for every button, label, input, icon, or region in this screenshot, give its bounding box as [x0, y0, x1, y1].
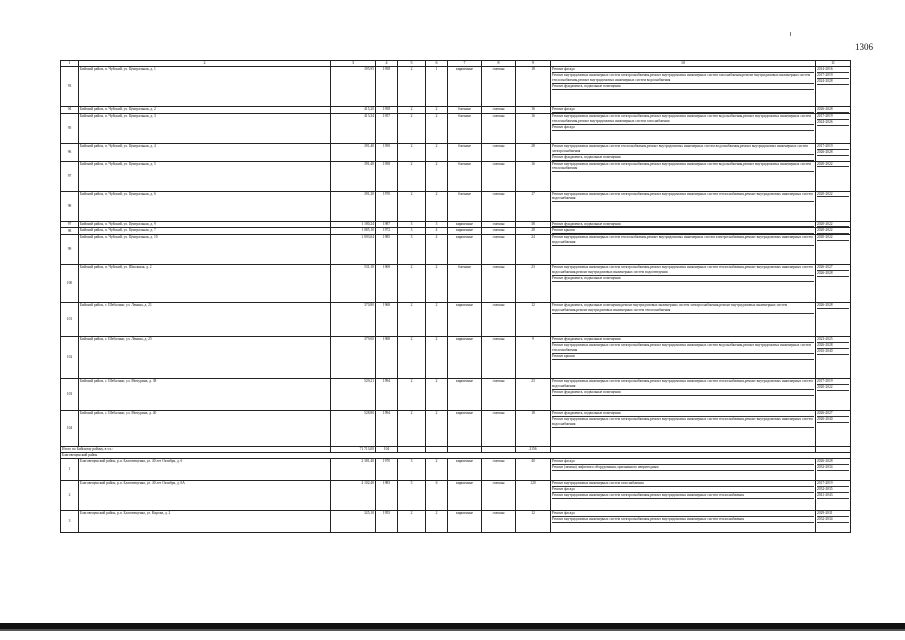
table-row [61, 235, 851, 265]
address: Бийский район, п. Чуйский, ул. Центральная, д. 7 [79, 228, 331, 235]
build-year: 1970 [376, 191, 398, 221]
heating-type: смешан [482, 113, 516, 143]
works-list [551, 481, 816, 511]
build-year: 1983 [376, 481, 398, 511]
housing-register-table [60, 60, 851, 533]
residents-count: 18 [516, 66, 551, 106]
work-item: Ремонт фасада [552, 487, 814, 493]
residents-count: 17 [516, 191, 551, 221]
total-area: 1 180,24 [331, 221, 376, 228]
works-list [551, 66, 816, 106]
heating-type: смешан [482, 228, 516, 235]
row-number: 103 [61, 379, 79, 411]
column-number: 6 [426, 61, 448, 67]
address: Бийский район, п. Чуйский, ул. Центральная, д. 1 [79, 66, 331, 106]
works-list [551, 235, 816, 265]
build-year: 1994 [376, 379, 398, 411]
address: Бийский район, п. Чуйский, ул. Школьная, д. 2 [79, 265, 331, 303]
entrances: 4 [426, 228, 448, 235]
row-number: 99 [61, 235, 79, 265]
total-label: Итого по Бийскому району, в т.ч.: [61, 447, 331, 453]
table-row [61, 459, 851, 481]
table-row [61, 66, 851, 106]
year-item: 2026-2028 [817, 303, 849, 309]
entrances: 2 [426, 143, 448, 161]
year-item: 2020-2022 [817, 228, 849, 234]
work-item: Ремонт фундамента, подвальные помещения [552, 390, 814, 396]
heating-type: смешан [482, 161, 516, 191]
table-row [61, 191, 851, 221]
years-list [816, 411, 851, 447]
row-number: 97 [61, 161, 79, 191]
row-number: 98 [61, 228, 79, 235]
year-item: 2026-2027 [817, 411, 849, 417]
work-item: Ремонт фундамента, подвальные помещения [552, 411, 814, 417]
floors: 2 [398, 337, 426, 379]
work-item: Ремонт фундамента, подвальные помещения [552, 155, 814, 161]
years-list [816, 143, 851, 161]
floors: 2 [398, 161, 426, 191]
years-list [816, 379, 851, 411]
works-list [551, 221, 816, 228]
year-item: 2016-2040 [817, 349, 849, 355]
wall-material: кирпичные [448, 221, 482, 228]
wall-material: блочные [448, 265, 482, 303]
wall-material: блочные [448, 161, 482, 191]
work-item: Ремонт внутридомовых инженерных систем газоснабжения [552, 481, 814, 487]
year-item: 2020-2022 [817, 222, 849, 228]
residents-count: 24 [516, 235, 551, 265]
residents-count: 12 [516, 303, 551, 337]
works-list [551, 106, 816, 113]
floors: 2 [398, 511, 426, 533]
entrances: 2 [426, 337, 448, 379]
work-item: Ремонт фасада [552, 125, 814, 131]
floors: 2 [398, 265, 426, 303]
build-year: 1985 [376, 235, 398, 265]
address: Благовещенский район, р.п. Благовещенка, ул. 40 лет Октября, д. 6 [79, 459, 331, 481]
table-row [61, 113, 851, 143]
heating-type: смешан [482, 143, 516, 161]
total-area: 391,40 [331, 143, 376, 161]
year-item: 2026-2028 [817, 107, 849, 113]
build-year: 1970 [376, 459, 398, 481]
wall-material: кирпичные [448, 379, 482, 411]
wall-material: блочные [448, 143, 482, 161]
year-item: 2026-2028 [817, 459, 849, 465]
work-item: Ремонт крыши [552, 228, 814, 234]
total-area: 391,40 [331, 161, 376, 191]
years-list [816, 161, 851, 191]
floors: 2 [398, 379, 426, 411]
heating-type: смешан [482, 337, 516, 379]
entrances: 3 [426, 221, 448, 228]
row-number: 94 [61, 106, 79, 113]
table-row [61, 481, 851, 511]
heating-type: смешан [482, 106, 516, 113]
heating-type: смешан [482, 191, 516, 221]
entrances: 4 [426, 235, 448, 265]
year-item: 2029-2031 [817, 511, 849, 517]
table-row [61, 161, 851, 191]
residents-count: 12 [516, 511, 551, 533]
years-list [816, 66, 851, 106]
build-year: 1959 [376, 143, 398, 161]
build-year: 1994 [376, 411, 398, 447]
column-number: 11 [816, 61, 851, 67]
work-item: Ремонт внутридомовых инженерных систем электроснабжения,ремонт внутридомовых инженерных систем теплоснабжения [552, 493, 814, 499]
year-item: 2032-2035 [817, 487, 849, 493]
residents-count: 9 [516, 337, 551, 379]
floors: 3 [398, 235, 426, 265]
work-item: Ремонт внутридомовых инженерных систем электроснабжения,ремонт внутридомовых инженерных систем водоснабжения,ремонт внутридомовых инженерных систем теплоснабжения [552, 162, 814, 173]
work-item: Ремонт фундамента, подвальные помещения [552, 276, 814, 282]
work-item: Ремонт внутридомовых инженерных систем электроснабжения,ремонт внутридомовых инженерных систем теплоснабжения,ремонт внутридомовых инженерных систем водоснабжения,ремонт внутридомовых инженерных систем водоотведения [552, 265, 813, 275]
address: Бийский район, п. Чуйский, ул. Центральная, д. 9 [79, 221, 331, 228]
column-number: 7 [448, 61, 482, 67]
row-number: 1 [61, 459, 79, 481]
wall-material: блочные [448, 106, 482, 113]
row-number: 96 [61, 143, 79, 161]
years-list [816, 191, 851, 221]
residents-count: 16 [516, 106, 551, 113]
address: Бийский район, с. Шебалино, ул. Мичурина, д. 40 [79, 411, 331, 447]
address: Бийский район, п. Чуйский, ул. Центральная, д. 2 [79, 106, 331, 113]
floors: 2 [398, 191, 426, 221]
build-year: 1968 [376, 337, 398, 379]
table-row [61, 511, 851, 533]
heating-type: смешан [482, 511, 516, 533]
total-area: 413,34 [331, 113, 376, 143]
works-list [551, 265, 816, 303]
years-list [816, 265, 851, 303]
heating-type: смешан [482, 265, 516, 303]
floors: 2 [398, 106, 426, 113]
row-number: 95 [61, 113, 79, 143]
residents-count: 18 [516, 411, 551, 447]
heating-type: смешан [482, 411, 516, 447]
works-list [551, 191, 816, 221]
years-list [816, 481, 851, 511]
work-item: Ремонт фасада [552, 107, 814, 113]
wall-material: блочные [448, 113, 482, 143]
total-area: 71 713,00 [331, 447, 376, 453]
year-item: 2026-2028 [817, 271, 849, 277]
heating-type: смешан [482, 481, 516, 511]
entrances: 2 [426, 459, 448, 481]
residents-count: 38 [516, 221, 551, 228]
table-row [61, 379, 851, 411]
total-area: 531,10 [331, 265, 376, 303]
entrances: 6 [426, 481, 448, 511]
work-item: Ремонт внутридомовых инженерных систем теплоснабжения,ремонт внутридомовых инженерных систем водоснабжения,ремонт внутридомовых инженерных систем электроснабжения [552, 144, 814, 155]
years-list [816, 459, 851, 481]
table-row [61, 228, 851, 235]
entrances: 2 [426, 379, 448, 411]
heating-type: смешан [482, 303, 516, 337]
work-item: Ремонт фундамента, подвальные помещения [552, 222, 814, 228]
address: Бийский район, п. Чуйский, ул. Центральная, д. 6 [79, 191, 331, 221]
row-number: 102 [61, 337, 79, 379]
entrances: 2 [426, 106, 448, 113]
build-year: 1987 [376, 221, 398, 228]
residents-count: 28 [516, 228, 551, 235]
year-item: 2024-2026 [817, 120, 849, 126]
total-area: 4 102,40 [331, 481, 376, 511]
column-number: 10 [551, 61, 816, 67]
row-number: 3 [61, 511, 79, 533]
address: Бийский район, с. Шебалино, ул. Ленина, д. 21 [79, 303, 331, 337]
address: Бийский район, п. Чуйский, ул. Центральная, д. 4 [79, 143, 331, 161]
entrances: 2 [426, 191, 448, 221]
year-item: 2026-2040 [817, 417, 849, 423]
residents-count: 28 [516, 143, 551, 161]
wall-material: кирпичные [448, 511, 482, 533]
floors: 5 [398, 481, 426, 511]
floors: 3 [398, 459, 426, 481]
floors: 2 [398, 143, 426, 161]
year-item: 2032-2034 [817, 517, 849, 523]
district-label: Благовещенский район [61, 453, 851, 459]
year-item: 2026-2028 [817, 150, 849, 156]
address: Бийский район, п. Чуйский, ул. Центральная, д. 10 [79, 235, 331, 265]
work-item: Ремонт крыши [552, 354, 814, 360]
heating-type: смешан [482, 235, 516, 265]
years-list [816, 228, 851, 235]
row-number: 2 [61, 481, 79, 511]
residents-count: 23 [516, 265, 551, 303]
scan-mark [790, 32, 791, 36]
floors: 2 [398, 66, 426, 106]
work-item: Ремонт внутридомовых инженерных систем электроснабжения,ремонт внутридомовых инженерных систем теплоснабжения [552, 517, 814, 523]
work-item: Ремонт внутридомовых инженерных систем теплоснабжения,ремонт внутридомовых инженерных систем электроснабжения,ремонт внутридомовых инженерных систем водоснабжения [552, 235, 813, 245]
total-area: 370,80 [331, 303, 376, 337]
works-list [551, 379, 816, 411]
heating-type: смешан [482, 459, 516, 481]
table-row [61, 337, 851, 379]
year-item: 2026-2027 [817, 265, 849, 271]
work-item: Ремонт фундамента, подвальные помещения,ремонт внутридомовых инженерных систем электроснабжения,ремонт внутридомовых инженерных систем водоснабжения,ремонт внутридомовых инженерных систем теплоснабжения [552, 303, 814, 314]
years-list [816, 303, 851, 337]
wall-material: кирпичные [448, 228, 482, 235]
year-item: 2014-2016 [817, 67, 849, 73]
row-number: 104 [61, 411, 79, 447]
build-year: 1972 [376, 228, 398, 235]
work-item: Ремонт (замена) лифтового оборудования, признанного непригодным [552, 465, 814, 471]
floors: 2 [398, 303, 426, 337]
table-row [61, 106, 851, 113]
wall-material: кирпичные [448, 303, 482, 337]
work-item: Ремонт внутридомовых инженерных систем электроснабжения,ремонт внутридомовых инженерных систем теплоснабжения,ремонт внутридомовых инженерных систем водоснабжения [552, 191, 813, 201]
wall-material: кирпичные [448, 481, 482, 511]
wall-material: кирпичные [448, 337, 482, 379]
work-item: Ремонт фасада [552, 459, 814, 465]
column-number: 1 [61, 61, 79, 67]
floors: 3 [398, 228, 426, 235]
total-residents: 2156 [516, 447, 551, 453]
residents-count: 120 [516, 481, 551, 511]
address: Бийский район, п. Чуйский, ул. Центральная, д. 5 [79, 161, 331, 191]
year-item: 2032-2034 [817, 465, 849, 471]
year-item: 2020-2022 [817, 385, 849, 391]
total-count: 104 [376, 447, 398, 453]
entrances: 2 [426, 303, 448, 337]
column-number: 3 [331, 61, 376, 67]
total-area: 395,95 [331, 66, 376, 106]
build-year: 1957 [376, 113, 398, 143]
work-item: Ремонт фундамента, подвальные помещения [552, 84, 814, 90]
works-list [551, 337, 816, 379]
works-list [551, 113, 816, 143]
row-number: 93 [61, 66, 79, 106]
year-item: 2017-2019 [817, 481, 849, 487]
build-year: 1968 [376, 303, 398, 337]
floors: 2 [398, 411, 426, 447]
residents-count: 23 [516, 379, 551, 411]
build-year: 1958 [376, 66, 398, 106]
column-number: 9 [516, 61, 551, 67]
entrances: 2 [426, 265, 448, 303]
entrances: 2 [426, 411, 448, 447]
table-row [61, 221, 851, 228]
work-item: Ремонт внутридомовых инженерных систем электроснабжения,ремонт внутридомовых инженерных систем теплоснабжения,ремонт внутридомовых инженерных систем водоснабжения [552, 417, 813, 427]
years-list [816, 106, 851, 113]
works-list [551, 143, 816, 161]
years-list [816, 511, 851, 533]
row-number: 98 [61, 191, 79, 221]
year-item: 2024-2028 [817, 79, 849, 85]
year-item: 2026-2028 [817, 343, 849, 349]
work-item: Ремонт фасада [552, 67, 814, 73]
works-list [551, 411, 816, 447]
row-number: 101 [61, 303, 79, 337]
floors: 2 [398, 113, 426, 143]
year-item: 2017-2019 [817, 144, 849, 150]
work-item: Ремонт фасада [552, 511, 814, 517]
heating-type: смешан [482, 379, 516, 411]
total-area: 379,00 [331, 337, 376, 379]
total-area: 528,80 [331, 411, 376, 447]
entrances: 1 [426, 66, 448, 106]
years-list [816, 221, 851, 228]
wall-material: кирпичные [448, 235, 482, 265]
address: Бийский район, с. Шебалино, ул. Ленина, д. 25 [79, 337, 331, 379]
year-item: 2017-2019 [817, 73, 849, 79]
table-row [61, 411, 851, 447]
total-area: 529,21 [331, 379, 376, 411]
table-row [61, 265, 851, 303]
heating-type: смешан [482, 221, 516, 228]
page-number: 1306 [855, 42, 873, 52]
total-area: 2 381,40 [331, 459, 376, 481]
entrances: 2 [426, 511, 448, 533]
wall-material: кирпичные [448, 66, 482, 106]
entrances: 2 [426, 161, 448, 191]
column-number: 5 [398, 61, 426, 67]
years-list [816, 337, 851, 379]
column-number: 8 [482, 61, 516, 67]
table-row [61, 303, 851, 337]
works-list [551, 303, 816, 337]
build-year: 1958 [376, 161, 398, 191]
year-item: 2041-2043 [817, 493, 849, 499]
years-list [816, 235, 851, 265]
year-item: 2020-2022 [817, 192, 849, 198]
residents-count: 40 [516, 459, 551, 481]
residents-count: 16 [516, 161, 551, 191]
scan-edge-line [0, 629, 905, 631]
total-area: 415,20 [331, 106, 376, 113]
address: Бийский район, п. Чуйский, ул. Центральная, д. 3 [79, 113, 331, 143]
wall-material: блочные [448, 191, 482, 221]
total-area: 1 093,04 [331, 235, 376, 265]
works-list [551, 228, 816, 235]
table-row [61, 143, 851, 161]
wall-material: кирпичные [448, 411, 482, 447]
address: Бийский район, с. Шебалино, ул. Мичурина, д. 38 [79, 379, 331, 411]
year-item: 2020-2022 [817, 235, 849, 241]
year-item: 2017-2019 [817, 379, 849, 385]
build-year: 1969 [376, 265, 398, 303]
column-number: 4 [376, 61, 398, 67]
total-area: 1 085,10 [331, 228, 376, 235]
work-item: Ремонт фундамента, подвальные помещения [552, 337, 814, 343]
year-item: 2023-2025 [817, 337, 849, 343]
work-item: Ремонт внутридомовых инженерных систем электроснабжения,ремонт внутридомовых инженерных систем газоснабжения,ремонт внутридомовых инженерных систем теплоснабжения,ремонт внутридомовых инженерных систем водоснабжения [552, 73, 814, 84]
entrances: 2 [426, 113, 448, 143]
works-list [551, 459, 816, 481]
work-item: Ремонт внутридомовых инженерных систем электроснабжения,ремонт внутридомовых инженерных систем теплоснабжения,ремонт внутридомовых инженерных систем водоснабжения [552, 379, 813, 389]
years-list [816, 113, 851, 143]
address: Благовещенский район, р.п. Благовещенка, ул. Кирова, д. 2 [79, 511, 331, 533]
build-year: 1955 [376, 511, 398, 533]
floors: 3 [398, 221, 426, 228]
residents-count: 16 [516, 113, 551, 143]
work-item: Ремонт внутридомовых инженерных систем электроснабжения,ремонт внутридомовых инженерных систем водоснабжения,ремонт внутридомовых инженерных систем теплоснабжения [552, 343, 814, 354]
work-item: Ремонт внутридомовых инженерных систем электроснабжения,ремонт внутридомовых инженерных систем водоснабжения,ремонт внутридомовых инженерных систем теплоснабжения,ремонт внутридомовых инженерных систем газоснабжения [552, 114, 814, 125]
wall-material: кирпичные [448, 459, 482, 481]
address: Благовещенский район, р.п. Благовещенка, ул. 40 лет Октября, д. 6А [79, 481, 331, 511]
works-list [551, 161, 816, 191]
row-number: 97 [61, 221, 79, 228]
build-year: 1958 [376, 106, 398, 113]
heating-type: смешан [482, 66, 516, 106]
total-area: 391,20 [331, 191, 376, 221]
year-item: 2017-2019 [817, 114, 849, 120]
total-area: 325,10 [331, 511, 376, 533]
year-item: 2020-2022 [817, 162, 849, 168]
works-list [551, 511, 816, 533]
column-number: 2 [79, 61, 331, 67]
row-number: 100 [61, 265, 79, 303]
